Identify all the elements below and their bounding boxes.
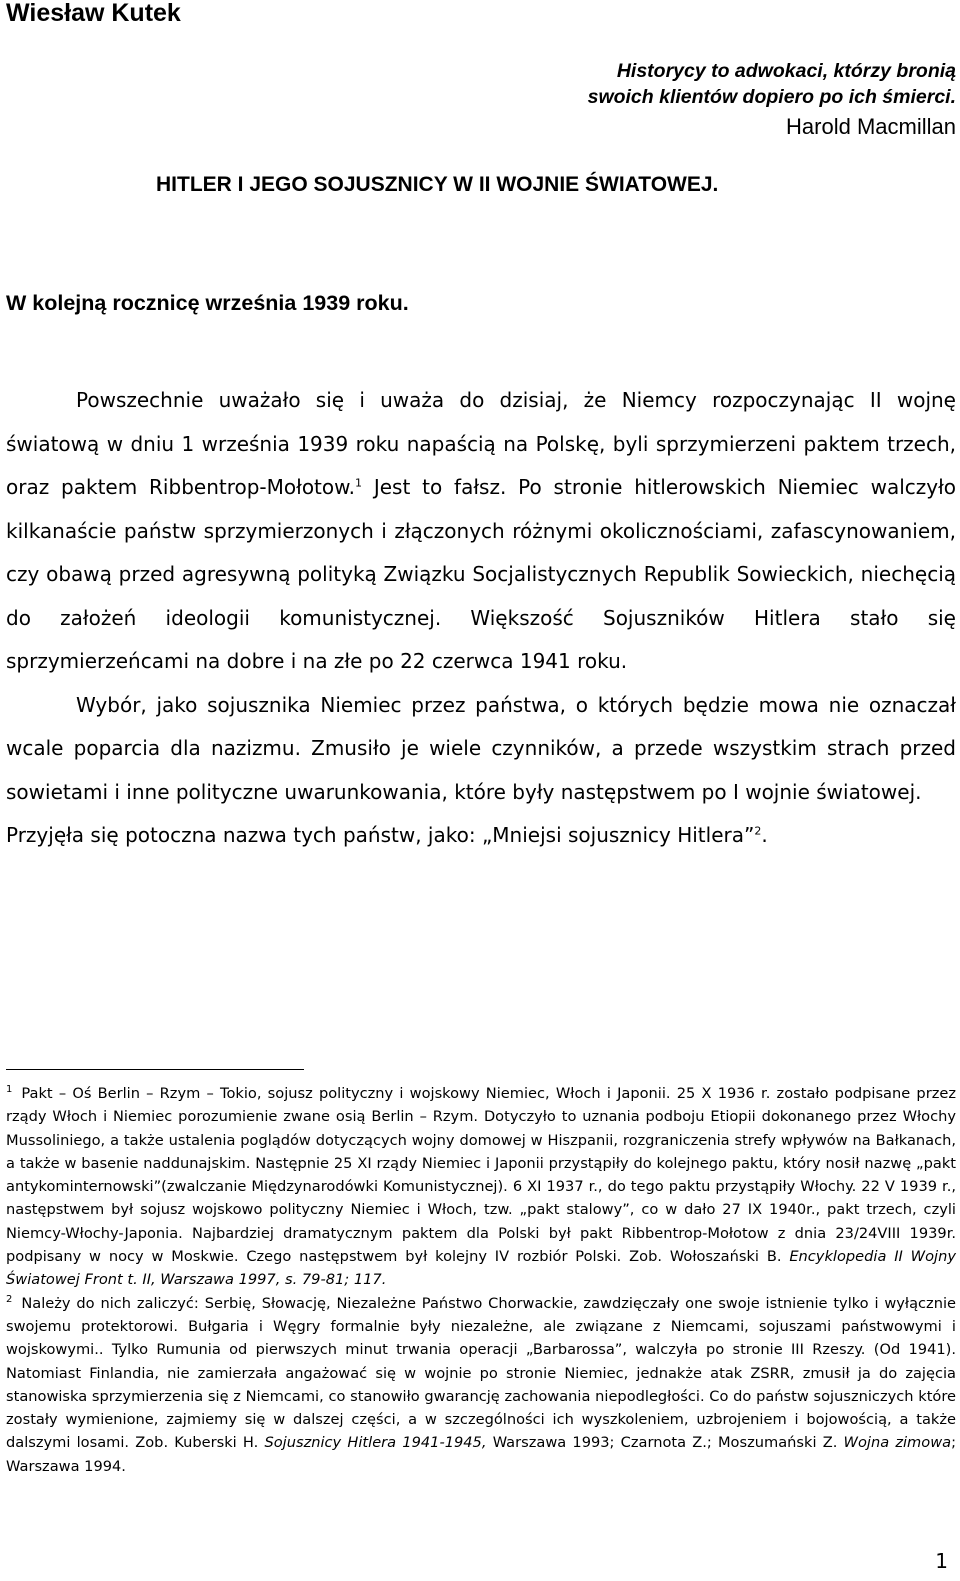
paragraph-1 [6,379,956,684]
footnotes [6,1082,956,1478]
epigraph-attribution: Harold Macmillan [786,114,956,139]
footnote-2-text-c: ; Warszawa 1994. [6,1434,957,1475]
paragraph-3-end: . [761,823,768,847]
footnote-1-text-b: Warszawa 1997, s. 79-81; 117. [155,1271,387,1289]
main-text [6,379,956,858]
footnote-2-book-title-2: Wojna zimowa [843,1434,952,1452]
paragraph-2: Wybór, jako sojusznika Niemiec przez państwa, o których będzie mowa nie oznaczał wcale poparcia dla nazizmu. Zmusiło je wiele czynników, a przede wszystkim strach przed sowietami i inne polityczne uwarunkowania, które były następstwem po I wojnie światowej. [6,692,956,804]
epigraph-quote-line-2: swoich klientów dopiero po ich śmierci. [587,86,956,108]
page-number: 1 [935,1549,948,1573]
footnote-1-book-title: Encyklopedia II Wojny Światowej Front t. II, [6,1248,956,1289]
author-name: Wiesław Kutek [6,0,181,27]
paragraph-1-text-a: Powszechnie uważało się i uważa do dzisiaj, że Niemcy rozpoczynając II wojnę światową w dniu 1 września 1939 roku napaścią na Polskę, byli sprzymierzeni paktem trzech, oraz paktem Ribbentrop-Mołotow. [6,388,956,499]
footnote-ref-1[interactable]: 1 [355,476,363,490]
footnote-1-text-a: Pakt – Oś Berlin – Rzym – Tokio, sojusz polityczny i wojskowy Niemiec, Włoch i Japonii. 25 X 1936 r. zostało podpisane przez rządy Włoch i Niemiec porozumienie zwane osią Berlin – Rzym. Dotyczyło to uznania podboju Etiopii dokonanego przez Włochy Mussoliniego, a także ustalenia poglądów dotyczących wojny domowej w Hiszpanii, rozgraniczenia strefy wpływów na Bałkanach, a także w basenie naddunajskim. Następnie 25 XI rządy Niemiec i Japonii przystąpiły do kolejnego paktu, który nosił nazwę „pakt antykominternowski”(zwalczanie Międzynarodówki Komunistycznej). 6 XI 1937 r., do tego paktu przystąpiły Włochy. 22 V 1939 r., następstwem był sojusz wojskowo polityczny Niemiec i Włoch, tzw. „pakt stalowy”, co w dało 27 IX 1940r., pakt trzech, czyli Niemcy-Włochy-Japonia. Najbardziej dramatycznym paktem dla Polski był pakt Ribbentrop-Mołotow z dnia 23/24VIII 1939r. podpisany w nocy w Moskwie. Czego następstwem był kolejny IV rozbiór Polski. Zob. Wołoszański B. [6,1085,956,1266]
footnote-2 [6,1292,956,1478]
footnote-separator [6,1069,304,1070]
footnote-1-mark: 1 [6,1084,13,1096]
document-subtitle: W kolejną rocznicę września 1939 roku. [6,291,409,315]
footnote-2-book-title-1: Sojusznicy Hitlera 1941-1945, [264,1434,487,1452]
footnote-2-text-b: Warszawa 1993; Czarnota Z.; Moszumański Z. [486,1434,844,1452]
paragraph-1-text-b: Jest to fałsz. Po stronie hitlerowskich Niemiec walczyło kilkanaście państw sprzymierzonych i złączonych różnymi okolicznościami, zafascynowaniem, czy obawą przed agresywną polityką Związku Socjalistycznych Republik Sowieckich, niechęcią do założeń ideologii komunistycznej. Większość Sojuszników Hitlera stało się sprzymierzeńcami na dobre i na złe po 22 czerwca 1941 roku. [6,475,957,673]
epigraph [436,58,956,144]
footnote-2-mark: 2 [6,1293,13,1305]
footnote-2-text-a: Należy do nich zaliczyć: Serbię, Słowację, Niezależne Państwo Chorwackie, zawdzięczały one swoje istnienie tylko i wyłącznie swojemu protektorowi. Bułgaria i Węgry formalnie były niezależne, ale związane z Niemcami, sojuszami państwowymi i wojskowymi.. Tylko Rumunia od pierwszych minut trwania operacji „Barbarossa”, walczyła po stronie III Rzeszy. (Od 1941). Natomiast Finlandia, nie zamierzała angażować się w wojnie po stronie Niemiec, jednakże atak ZSRR, zmusił ja do zajęcia stanowiska sprzymierzenia się z Niemcami, co stanowiło gwarancję zachowania niepodległości. Co do państw sojuszniczych które zostały wymienione, zajmiemy się w dalszej części, a w szczególności ich wyszkoleniem, uzbrojeniem i bojowością, a także dalszymi losami. Zob. Kuberski H. [6,1294,956,1452]
footnote-1 [6,1082,956,1292]
epigraph-quote-line-1: Historycy to adwokaci, którzy bronią [616,60,956,82]
document-title: HITLER I JEGO SOJUSZNICY W II WOJNIE ŚWIATOWEJ. [156,173,719,196]
footnote-ref-2[interactable]: 2 [754,824,762,838]
paragraph-3-text: Przyjęła się potoczna nazwa tych państw, jako: „Mniejsi sojusznicy Hitlera” [6,823,755,847]
paragraph-3 [6,814,956,858]
